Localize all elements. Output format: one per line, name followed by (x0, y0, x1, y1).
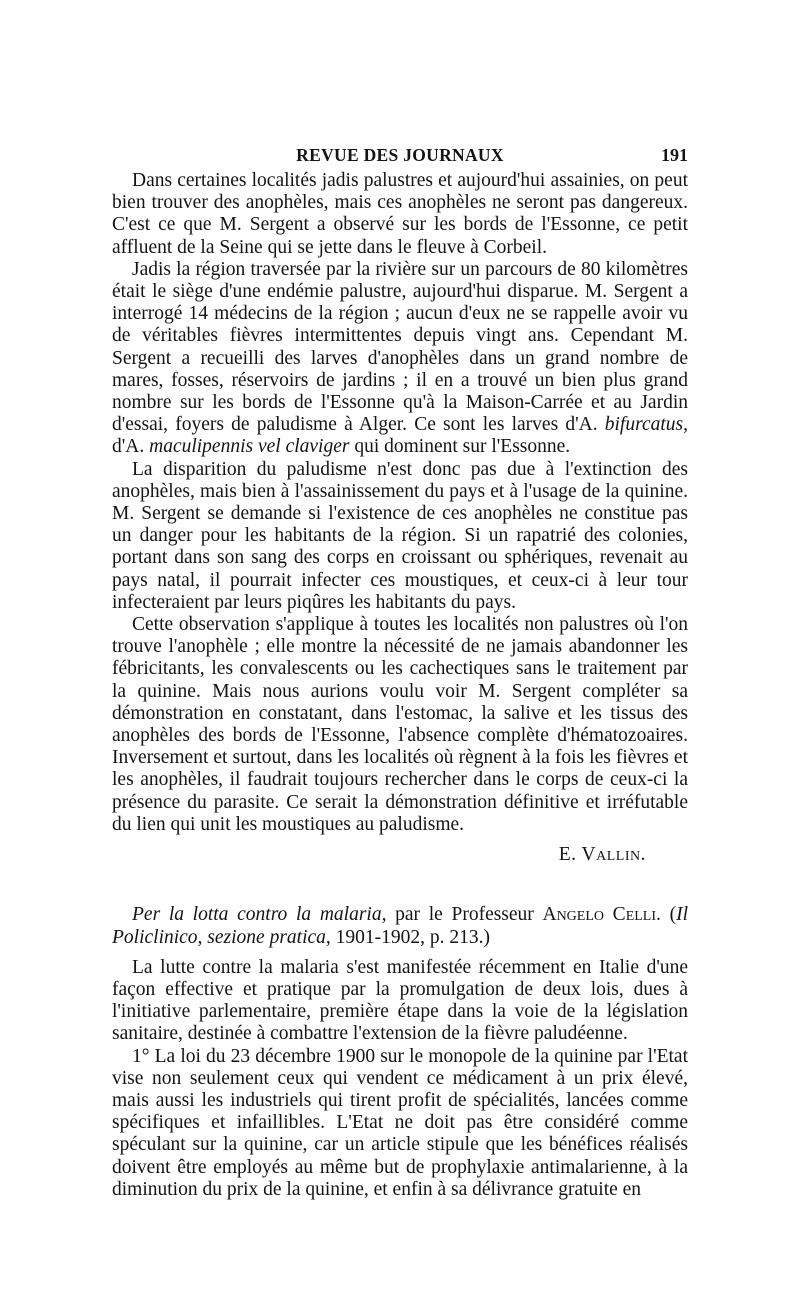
article-title: Per la lotta contro la malaria, (132, 904, 387, 926)
paragraph: 1° La loi du 23 décembre 1900 sur le monopole de la quinine par l'Etat vise non seulement ceux qui vendent ce médicament à un prix élevé, mais aussi les industriels qui tirent profit de spécialités, lancées comme spécifiques et infaillibles. L'Etat ne doit pas être considéré comme spéculant sur la quinine, car un article stipule que les bénéfices réalisés doivent être employés au même but de prophylaxie antimalarienne, à la diminution du prix de la quinine, et enfin à sa délivrance gratuite en (112, 1045, 688, 1200)
journal-name: Il Policlinico, sezione pratica, (112, 904, 688, 948)
paragraph (112, 259, 688, 459)
species-name: bifurcatus (604, 414, 684, 436)
species-name: maculipennis vel claviger (149, 436, 350, 458)
paragraph: Dans certaines localités jadis palustres et aujourd'hui assainies, on peut bien trouver des anophèles, mais ces anophèles ne seront pas dangereux. C'est ce que M. Sergent a observé sur les bords de l'Essonne, ce petit affluent de la Seine qui se jette dans le fleuve à Corbeil. (112, 170, 688, 258)
text-span: par le Professeur (386, 904, 543, 926)
running-title: REVUE DES JOURNAUX (296, 145, 504, 165)
text-span: qui dominent sur l'Essonne. (349, 436, 571, 458)
article-author: Angelo Celli. (542, 904, 661, 926)
author-signature: E. Vallin. (558, 844, 646, 866)
article-sergent-review (112, 170, 688, 866)
page-header (112, 140, 688, 168)
paragraph: La disparition du paludisme n'est donc pas due à l'extinction des anophèles, mais bien à l'assainissement du pays et à l'usage de la quinine. M. Sergent se demande si l'existence de ces anophèles ne constitue pas un danger pour les habitants de la région. Si un rapatrié des colonies, portant dans son sang des corps en croissant ou sphériques, revenait au pays natal, il pourrait infecter ces moustiques, et ceux-ci à leur tour infecteraient par leurs piqûres les habitants du pays. (112, 458, 688, 613)
paragraph: La lutte contre la malaria s'est manifestée récemment en Italie d'une façon effective et pratique par la promulgation de deux lois, dues à l'initiative parlementaire, première étape dans la voie de la législation sanitaire, destinée à combattre l'extension de la fièvre paludéenne. (112, 956, 688, 1045)
text-span: Jadis la région traversée par la rivière sur un parcours de 80 kilomètres était le siège d'une endémie palustre, aujourd'hui disparue. M. Sergent a interrogé 14 médecins de la région ; aucun d'eux ne se rappelle avoir vu de véritables fièvres intermittentes depuis vingt ans. Cependant M. Sergent a recueilli des larves d'anophèles dans un grand nombre de mares, fosses, réservoirs de jardins ; il en a trouvé un bien plus grand nombre sur les bords de l'Essonne qu'à la Maison-Carrée et au Jardin d'essai, foyers de paludisme à Alger. Ce sont les larves d'A. (112, 258, 688, 436)
paragraph: Cette observation s'applique à toutes les localités non palustres où l'on trouve l'anophèle ; elle montre la nécessité de ne jamais abandonner les fébricitants, les convalescents ou les cachectiques sans le traitement par la quinine. Mais nous aurions voulu voir M. Sergent compléter sa démonstration en constatant, dans l'estomac, la salive et les tissus des anophèles des bords de l'Essonne, l'absence complète d'hématozoaires. Inversement et surtout, dans les localités où règnent à la fois les fièvres et les anophèles, il faudrait toujours rechercher dans le corps de ceux-ci la présence du parasite. Ce serait la démonstration définitive et irréfutable du lien qui unit les moustiques au paludisme. (112, 614, 688, 835)
text-span: , d'A. (112, 414, 688, 458)
text-span: 1901-1902, p. 213.) (330, 926, 491, 948)
page-number: 191 (661, 145, 688, 165)
page (112, 140, 688, 1201)
text-span: ( (660, 904, 677, 926)
section-gap (112, 866, 688, 904)
article-celli-review (112, 904, 688, 1201)
article-citation (112, 904, 688, 948)
